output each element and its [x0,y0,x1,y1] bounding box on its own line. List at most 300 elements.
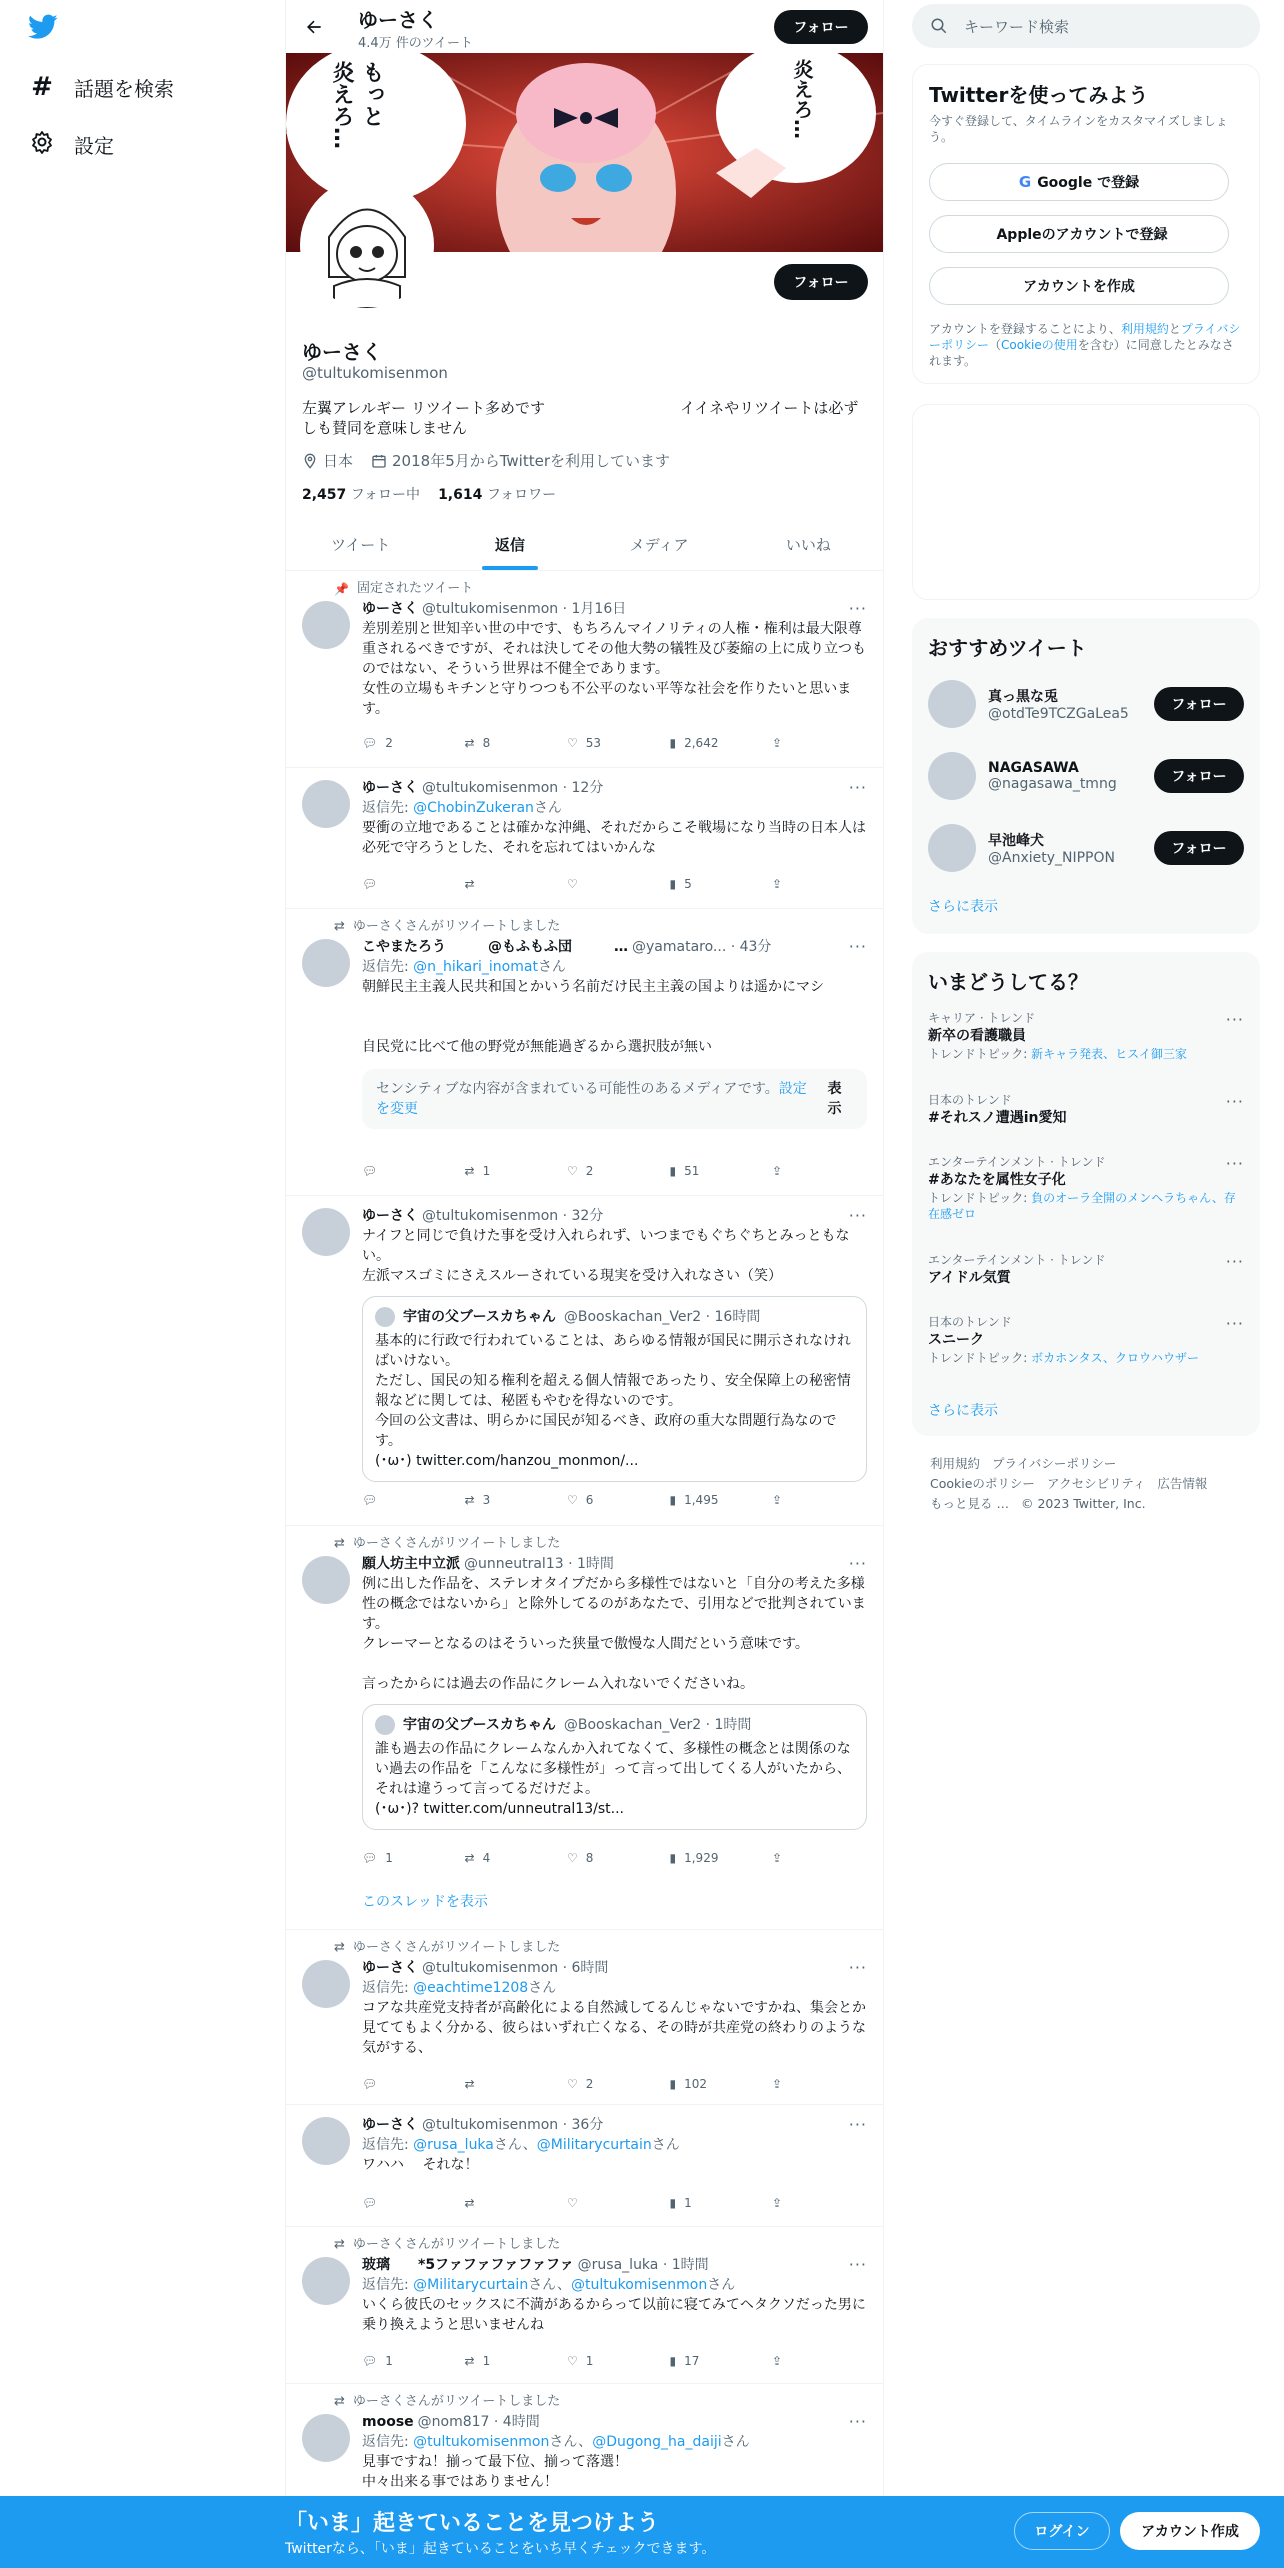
reply-button[interactable] [362,733,442,753]
views-icon: ▮ [669,2196,677,2210]
trend-item[interactable] [928,1314,1244,1366]
tweet-avatar[interactable] [302,939,350,987]
legal-text-1: アカウントを登録することにより、 [929,322,1121,336]
reply-count: 1 [385,2354,393,2368]
retweet-button[interactable] [465,733,545,753]
quote-text: 基本的に行政で行われていることは、あらゆる情報が国民に開示されなければいけない。 ただし、国民の知る権利を超える個人情報であったり、安全保障上の秘密情報などに関しては、秘匿もやむを得ないのです。 今回の公文書は、明らかに国民が知るべき、政府の重大な問題行為なのです。 (･ω･) twitter.com/hanzou_monmon/... [375,1333,851,1469]
recommended-name: NAGASAWA [988,760,1079,776]
tweet-avatar[interactable] [302,2117,350,2165]
reply-to-line [362,2432,867,2452]
reply-to-prefix: 返信先: [362,2434,409,2450]
reply-button[interactable] [362,874,442,894]
tweet-context [334,917,560,937]
empty-card [912,404,1260,600]
tweet-author-meta: @tultukomisenmon · 32分 [422,1208,604,1224]
tweet-author-name[interactable]: こやまたろう @もふもふ団 … [362,939,628,955]
tweet-context [334,579,473,599]
share-button[interactable] [772,2074,792,2094]
retweet-button[interactable] [465,1161,545,1181]
sensitive-show-button[interactable]: 表示 [827,1081,842,1117]
recommended-title: おすすめツイート [928,636,1087,660]
show-thread-link[interactable]: このスレッドを表示 [362,1894,488,1910]
views-count: 102 [684,2077,708,2091]
retweet-count: 1 [482,2354,491,2368]
tweet-reply[interactable] [286,768,883,909]
tweet-actions [362,1161,792,1181]
share-icon: ⇪ [772,2196,783,2210]
reply-to-link[interactable]: @n_hikari_inomat [413,959,538,975]
retweet-icon: ⇄ [334,919,345,934]
tweet-text: 見事ですね！揃って最下位、揃って落選！ 中々出来る事ではありません！ [362,2454,628,2490]
reply-button[interactable] [362,2074,442,2094]
retweet-button[interactable] [465,874,545,894]
trend-name: スニーク [928,1332,984,1348]
trend-item[interactable] [928,1154,1244,1222]
tweet-author-name[interactable]: moose [362,2414,414,2430]
tweet-actions [362,733,792,753]
like-button[interactable] [567,2351,647,2371]
recommended-handle: @nagasawa_tmng [988,776,1117,792]
reply-icon: 💬︎ [362,877,378,891]
trend-topic-link[interactable]: 新キャラ発表、ヒスイ御三家 [1031,1047,1187,1061]
views-icon: ▮ [669,1164,677,1178]
views-icon: ▮ [669,1851,677,1865]
tweet-reply[interactable] [286,2105,883,2227]
heart-icon: ♡ [567,2077,578,2091]
trend-category: 日本のトレンド [928,1093,1012,1107]
sensitive-media-notice [362,1069,867,1129]
share-button[interactable] [772,2351,792,2371]
profile-follow-stats [302,484,556,504]
avatar [928,824,976,872]
views-button[interactable] [670,2351,750,2371]
google-icon: G [1018,173,1032,191]
retweet-icon: ⇄ [464,2354,475,2368]
trend-name: アイドル気質 [928,1270,1011,1286]
follow-button[interactable]: フォロー [1154,831,1244,865]
share-icon: ⇪ [772,2077,783,2091]
footer-links [930,1454,1260,1514]
retweet-button[interactable] [465,1490,545,1510]
tweet-author-name[interactable]: ゆーさく [362,1208,418,1224]
recommended-name: 真っ黒な兎 [988,689,1058,705]
tweet-quote[interactable] [286,1196,883,1526]
heart-icon: ♡ [567,2196,578,2210]
trend-category: キャリア · トレンド [928,1011,1036,1025]
tweet-author-name[interactable]: 玻璃 *5ファファファファファ [362,2257,574,2273]
reply-to-link[interactable]: @tultukomisenmon [413,2434,550,2450]
share-button[interactable] [772,1161,792,1181]
share-button[interactable] [772,733,792,753]
recommended-show-more[interactable]: さらに表示 [928,899,998,915]
back-arrow-icon[interactable] [300,13,328,41]
retweet-count: 8 [482,736,491,750]
bottom-bar-title: 「いま」起きていることを見つけよう [285,2511,660,2536]
terms-link[interactable]: 利用規約 [1120,322,1169,336]
more-icon[interactable]: ··· [1225,1154,1244,1173]
reply-to-mid: さん、 [528,2277,572,2293]
tweet-author-meta: @tultukomisenmon · 1月16日 [422,601,627,617]
heart-icon: ♡ [567,2354,578,2368]
more-icon[interactable]: ··· [1225,1314,1244,1333]
search-icon [930,17,948,35]
profile-avatar[interactable] [300,178,434,312]
more-icon[interactable]: ··· [848,2412,867,2431]
google-signup-label: Google で登録 [1037,175,1140,191]
tweet-text: コアな共産党支持者が高齢化による自然減してるんじゃないですかね、集会とか見ててもよく分かる、彼らはいずれ亡くなる、その時が共産党の終わりのような気がする、 [362,2000,866,2056]
followers-label: フォロワー [486,487,557,503]
retweet-icon: ⇄ [334,1536,345,1551]
retweet-icon: ⇄ [464,1851,475,1865]
following-link[interactable] [302,484,420,504]
retweet-button[interactable] [465,2193,545,2213]
tweet-author-meta: @yamataro... · 43分 [632,939,772,955]
tweet-text: ナイフと同じで負けた事を受け入れられず、いつまでもぐちぐちとみっともない。 左派マスゴミにさえスルーされている現実を受け入れなさい（笑） [362,1228,850,1284]
footer-accessibility[interactable]: アクセシビリティ [1046,1476,1146,1491]
share-button[interactable] [772,2193,792,2213]
recommended-handle: @otdTe9TCZGaLea5 [988,706,1129,722]
quote-author-meta: @Booskachan_Ver2 · 1時間 [563,1717,752,1733]
followers-count: 1,614 [438,487,483,503]
reply-button[interactable] [362,1848,442,1868]
footer-terms[interactable]: 利用規約 [930,1456,981,1471]
profile-joined [371,450,670,471]
tweet-context [334,2392,560,2412]
quote-text: 誰も過去の作品にクレームなんか入れてなくて、多様性の概念とは関係のない過去の作品を「こんなに多様性が」って言って出してくる人がいたから、それは違うって言ってるだけだよ。 (･ω･)? twitter.com/unneutral13/st... [375,1741,851,1817]
calendar-icon [371,453,387,469]
more-icon[interactable]: ··· [848,1206,867,1225]
like-button[interactable] [567,733,647,753]
follow-button[interactable]: フォロー [1154,687,1244,721]
views-button[interactable] [670,874,750,894]
reply-to-suffix: さん [537,959,566,975]
views-button[interactable] [670,733,750,753]
tweet-text: 要衝の立地であることは確かな沖縄、それだからこそ戦場になり当時の日本人は必死で守ろうとした、それを忘れてはいかんな [362,820,866,856]
create-account-button[interactable]: アカウントを作成 [929,267,1229,305]
tweet-context [334,1938,560,1958]
like-button[interactable] [567,1848,647,1868]
tweet-text: 例に出した作品を、ステレオタイプだから多様性ではないと「自分の考えた多様性の概念ではないから」と除外してるのがあなたで、引用などで批判されています。 クレーマーとなるのはそういった狭量で傲慢な人間だという意味です。 言ったからには過去の作品にクレーム入れないでくださいね。 [362,1576,866,1692]
tweet-body [362,2255,867,2335]
tab-media[interactable]: メディア [629,535,689,554]
tweet-body [362,937,867,1129]
quoted-tweet[interactable] [362,1704,867,1830]
tweet-pinned[interactable] [286,571,883,768]
footer-cookie[interactable]: Cookieのポリシー [930,1476,1035,1491]
reply-to-link[interactable]: @eachtime1208 [413,1980,529,1996]
reply-to-link-2[interactable]: @Dugong_ha_daiji [592,2434,722,2450]
tweet-author-name[interactable]: ゆーさく [362,2117,418,2133]
tweet-retweet[interactable] [286,1930,883,2105]
share-button[interactable] [772,1848,792,1868]
retweet-icon: ⇄ [334,1940,345,1955]
tab-likes[interactable]: いいね [785,535,831,554]
share-button[interactable] [772,1490,792,1510]
quoted-tweet[interactable] [362,1296,867,1482]
trend-item[interactable] [928,1252,1244,1288]
retweet-icon: ⇄ [334,2394,345,2409]
views-count: 1,495 [684,1493,719,1507]
like-button[interactable] [567,2074,647,2094]
cookie-link[interactable]: Cookieの使用 [1001,338,1078,352]
nav-settings-label: 設定 [74,134,114,158]
legal-text-2: と [1168,322,1181,336]
signup-button[interactable]: アカウント作成 [1120,2512,1260,2550]
banner-text-right: 炎えろ… [790,59,814,139]
tweet-body [362,2412,867,2492]
retweet-icon: ⇄ [464,1164,475,1178]
more-icon[interactable]: ··· [848,2255,867,2274]
search-input[interactable] [912,4,1260,48]
trend-item[interactable] [928,1010,1244,1062]
reply-button[interactable] [362,2193,442,2213]
like-button[interactable] [567,874,647,894]
reply-to-link[interactable]: @rusa_luka [413,2137,494,2153]
views-count: 17 [684,2354,700,2368]
recommended-user[interactable] [928,672,1244,736]
more-icon[interactable]: ··· [848,1554,867,1573]
reply-to-prefix: 返信先: [362,2137,409,2153]
bottom-bar-subtitle: Twitterなら、「いま」起きていることをいち早くチェックできます。 [285,2541,716,2557]
login-button[interactable]: ログイン [1014,2512,1110,2550]
tweet-author-name[interactable]: 願人坊主中立派 [362,1556,460,1572]
like-button[interactable] [567,1161,647,1181]
tweet-retweet-quote[interactable] [286,1526,883,1930]
following-count: 2,457 [302,487,347,503]
quote-author-name: 宇宙の父ブースカちゃん [403,1309,556,1325]
tweet-avatar[interactable] [302,780,350,828]
reply-to-line [362,957,867,977]
views-button[interactable] [670,1848,750,1868]
tweet-actions [362,2351,792,2371]
share-button[interactable] [772,874,792,894]
tweet-body [362,2115,867,2175]
tab-replies[interactable]: 返信 [435,518,584,570]
reply-button[interactable] [362,1161,442,1181]
tweet-context-text: 固定されたツイート [356,581,474,596]
reply-button[interactable] [362,2351,442,2371]
reply-to-mid: さん、 [549,2434,593,2450]
trend-name: #それスノ遭遇in愛知 [928,1110,1067,1126]
tweet-text: 差別差別と世知辛い世の中です、もちろんマイノリティの人権・権利は最大限尊重されるべきですが、それは決してその他大勢の犠牲及び萎縮の上に成り立つものではない、そういう世界は不健全であります。 女性の立場もキチンと守りつつも不公平のない平等な社会を作りたいと思います。 [362,621,866,717]
like-count: 6 [585,1493,594,1507]
profile-joined-text: 2018年5月からTwitterを利用しています [392,452,671,470]
tweet-author-name[interactable]: ゆーさく [362,601,418,617]
topbar-follow-button[interactable]: フォロー [774,10,868,44]
gear-icon [28,130,56,159]
retweet-icon: ⇄ [464,2196,475,2210]
views-button[interactable] [670,1161,750,1181]
more-icon[interactable]: ··· [848,778,867,797]
topbar-name: ゆーさく [358,8,438,32]
recommended-card [912,618,1260,934]
profile-name: ゆーさく [302,340,382,364]
avatar [928,680,976,728]
recommended-user[interactable] [928,816,1244,880]
tweet-avatar[interactable] [302,2257,350,2305]
profile-bio: 左翼アレルギー リツイート多めです イイネやリツイートは必ずしも賛同を意味しません [302,399,859,437]
retweet-button[interactable] [465,1848,545,1868]
heart-icon: ♡ [567,1493,578,1507]
tweet-author-meta: @tultukomisenmon · 36分 [422,2117,604,2133]
views-button[interactable] [670,2193,750,2213]
tweet-retweet[interactable] [286,2227,883,2384]
privacy-link[interactable]: プライバシーポリシー [929,322,1241,352]
tweet-body [362,778,867,858]
reply-to-suffix: さん [528,1980,557,1996]
reply-to-suffix: さん [651,2137,680,2153]
heart-icon: ♡ [567,1851,578,1865]
retweet-icon: ⇄ [464,2077,475,2091]
tweet-avatar[interactable] [302,1556,350,1604]
reply-to-suffix: さん [533,800,562,816]
views-count: 51 [684,1164,700,1178]
profile-handle: @tultukomisenmon [302,364,448,382]
reply-icon: 💬︎ [362,2196,378,2210]
nav-explore-label: 話題を検索 [74,76,174,101]
like-count: 8 [585,1851,594,1865]
more-icon[interactable]: ··· [848,599,867,618]
views-count: 2,642 [684,736,719,750]
views-count: 1 [684,2196,692,2210]
trend-name: 新卒の看護職員 [928,1028,1026,1044]
sensitive-settings-link[interactable]: 設定を変更 [376,1081,807,1117]
more-icon[interactable]: ··· [848,937,867,956]
legal-text-3: （ [989,338,1002,352]
views-button[interactable] [670,2074,750,2094]
footer-more[interactable]: もっと見る … [930,1496,1009,1511]
recommended-name: 早池峰犬 [988,833,1044,849]
tweet-context-text: ゆーさくさんがリツイートしました [352,2237,561,2252]
like-count: 2 [585,2077,594,2091]
trend-topic-label: トレンドトピック: [928,1047,1032,1061]
more-icon[interactable]: ··· [1225,1010,1244,1029]
heart-icon: ♡ [567,877,578,891]
tweet-avatar[interactable] [302,1960,350,2008]
tweet-avatar[interactable] [302,2414,350,2462]
heart-icon: ♡ [567,736,578,750]
avatar [928,752,976,800]
tweet-author-name[interactable]: ゆーさく [362,780,418,796]
tweet-text: 朝鮮民主主義人民共和国とかいう名前だけ民主主義の国よりは遥かにマシ 自民党に比べて他の野党が無能過ぎるから選択肢が無い [362,979,824,1055]
reply-to-link-2[interactable]: @tultukomisenmon [571,2277,708,2293]
tweet-body [362,1958,867,2058]
follow-button[interactable]: フォロー [1154,759,1244,793]
banner-text-left: もっと 炎えろ… [329,61,384,149]
tweet-author-name[interactable]: ゆーさく [362,1960,418,1976]
apple-signup-button[interactable] [929,215,1229,253]
footer-ads[interactable]: 広告情報 [1157,1476,1208,1491]
views-icon: ▮ [669,1493,677,1507]
trend-item[interactable] [928,1092,1244,1128]
trend-category: 日本のトレンド [928,1315,1012,1329]
sensitive-text [376,1079,807,1119]
reply-to-link[interactable]: @Militarycurtain [413,2277,529,2293]
footer-privacy[interactable]: プライバシーポリシー [992,1456,1117,1471]
recommended-user[interactable] [928,744,1244,808]
trends-show-more[interactable]: さらに表示 [928,1403,998,1419]
like-count: 2 [585,1164,594,1178]
tweet-author-meta: @tultukomisenmon · 12分 [422,780,604,796]
retweet-icon: ⇄ [464,877,475,891]
tweet-avatar[interactable] [302,1208,350,1256]
tweet-actions [362,874,792,894]
tweet-body [362,1206,867,1482]
retweet-button[interactable] [465,2351,545,2371]
reply-count: 2 [385,736,393,750]
trends-card [912,952,1260,1436]
more-icon[interactable]: ··· [848,2115,867,2134]
share-icon: ⇪ [772,1851,783,1865]
reply-icon: 💬︎ [362,736,378,750]
reply-to-prefix: 返信先: [362,800,409,816]
reply-to-mid: さん、 [493,2137,537,2153]
quote-author-name: 宇宙の父ブースカちゃん [403,1717,556,1733]
reply-icon: 💬︎ [362,1493,378,1507]
right-sidebar [884,0,1284,2568]
tab-tweets[interactable]: ツイート [330,535,391,554]
tweet-body [362,599,867,719]
tweet-context [334,2235,560,2255]
tweet-actions [362,2074,792,2094]
tweet-retweet[interactable] [286,909,883,1196]
left-nav [0,0,285,2568]
trend-category: エンターテインメント · トレンド [928,1253,1106,1267]
reply-to-prefix: 返信先: [362,2277,409,2293]
nav-settings[interactable] [28,130,114,159]
like-button[interactable] [567,2193,647,2213]
views-button[interactable] [670,1490,750,1510]
reply-to-link[interactable]: @ChobinZukeran [413,800,534,816]
reply-to-line [362,798,867,818]
more-icon[interactable]: ··· [1225,1092,1244,1111]
signup-bottom-bar [0,2496,1284,2568]
retweet-icon: ⇄ [464,1493,475,1507]
avatar-illustration [304,182,430,308]
like-button[interactable] [567,1490,647,1510]
google-signup-button[interactable] [929,163,1229,201]
more-icon[interactable]: ··· [848,1958,867,1977]
reply-to-prefix: 返信先: [362,1980,409,1996]
reply-to-link-2[interactable]: @Militarycurtain [536,2137,652,2153]
trend-category: エンターテインメント · トレンド [928,1155,1106,1169]
views-icon: ▮ [669,736,677,750]
more-icon[interactable]: ··· [1225,1252,1244,1271]
retweet-button[interactable] [465,2074,545,2094]
reply-icon: 💬︎ [362,2077,378,2091]
trend-topic-link[interactable]: 負のオーラ全開のメンヘラちゃん、存在感ゼロ [928,1191,1236,1221]
trend-topic-link[interactable]: ボカホンタス、クロウハウザー [1031,1351,1199,1365]
tweet-text: ワハハ それな！ [362,2157,479,2173]
nav-explore[interactable] [28,72,174,102]
reply-to-suffix: さん [707,2277,736,2293]
views-icon: ▮ [669,2354,677,2368]
signup-card-subtitle: 今すぐ登録して、タイムラインをカスタマイズしましょう。 [929,114,1228,144]
tweet-author-meta: @unneutral13 · 1時間 [464,1556,614,1572]
tweet-avatar[interactable] [302,601,350,649]
profile-follow-button[interactable]: フォロー [774,264,868,300]
signup-card-title: Twitterを使ってみよう [929,83,1149,107]
legal-text-4: を含む）に同意したとみなされます。 [929,338,1234,368]
trend-topic-label: トレンドトピック: [928,1351,1032,1365]
reply-icon: 💬︎ [362,1851,378,1865]
views-icon: ▮ [669,2077,677,2091]
followers-link[interactable] [438,484,556,504]
twitter-logo-icon[interactable] [28,14,58,44]
profile-location [302,450,353,471]
profile-topbar [286,0,883,53]
reply-button[interactable] [362,1490,442,1510]
